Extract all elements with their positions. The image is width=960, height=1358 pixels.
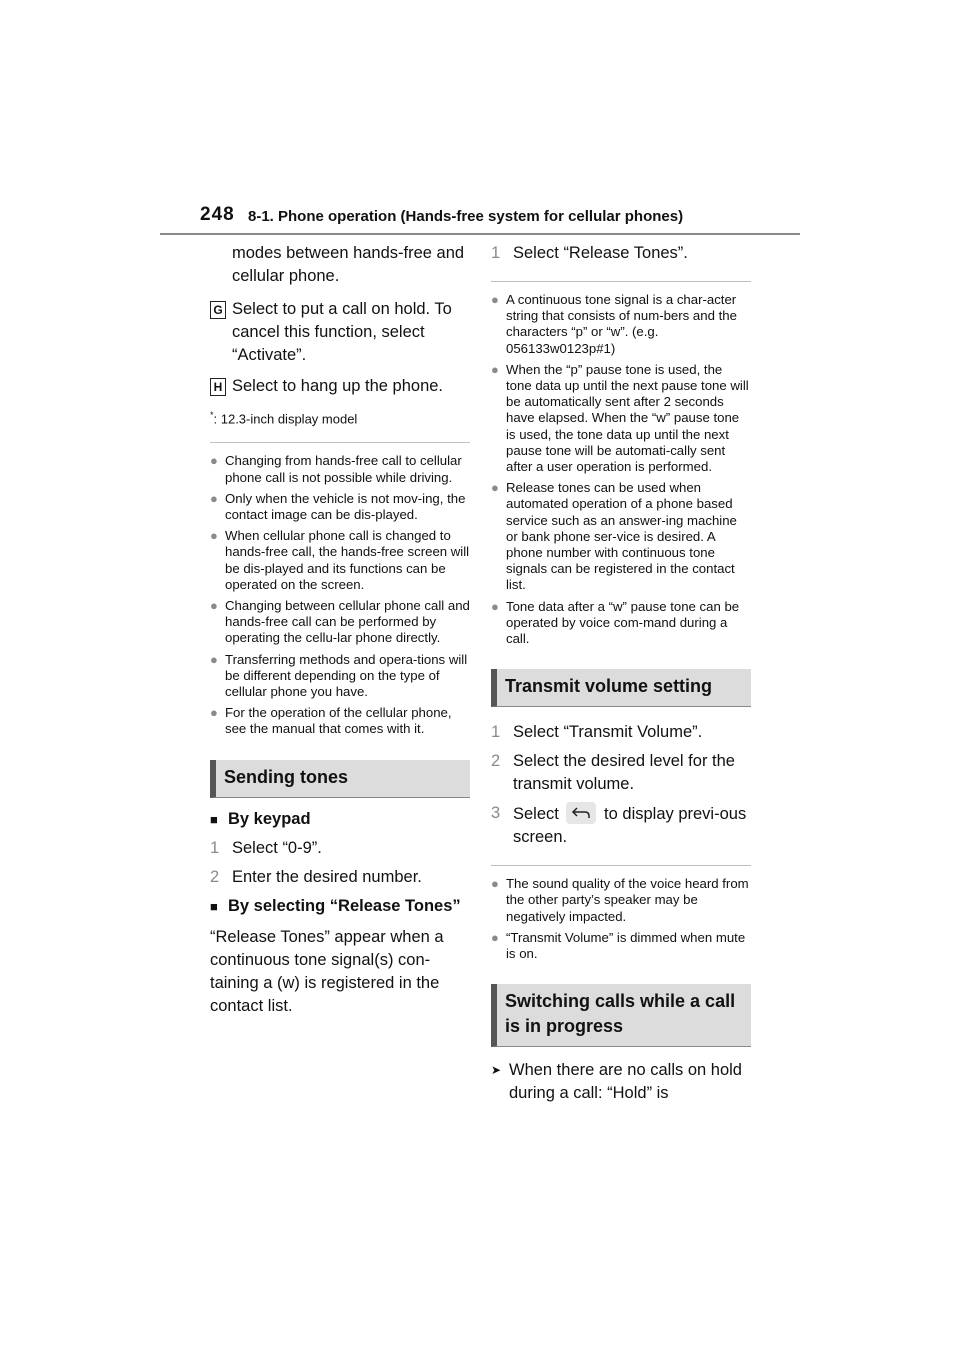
page-number: 248 bbox=[200, 204, 235, 225]
notes-list bbox=[491, 292, 751, 647]
subheading-by-keypad: ■ By keypad bbox=[210, 808, 470, 831]
note-item: ● Release tones can be used when automated operation of a phone based service such as an answer-ing machine or bank phone ser-vice is desired. A phone number with continuous tone signals can be registered in the contact list. bbox=[491, 480, 737, 593]
bullet-icon: ● bbox=[491, 929, 499, 945]
continued-text: modes between hands-free and cellular phone. bbox=[232, 244, 465, 285]
list-item bbox=[210, 375, 470, 398]
section-title: 8-1. Phone operation (Hands-free system for cellular phones) bbox=[248, 208, 684, 225]
note-item: ● When the “p” pause tone is used, the tone data up until the next pause tone will be automatically sent after 2 seconds have elapsed. When the “w” pause tone is used, the tone data up until the next pause tone will be automati-cally sent after a user operation is performed. bbox=[491, 361, 749, 475]
square-bullet-icon: ■ bbox=[210, 811, 218, 827]
section-heading-switching-calls: Switching calls while a call is in progress bbox=[491, 984, 751, 1047]
release-tones-paragraph: “Release Tones” appear when a continuous tone signal(s) con-taining a (w) is registered in the contact list. bbox=[210, 927, 444, 1015]
note-item: ● Changing between cellular phone call and hands-free call can be performed by operating the cellu-lar phone directly. bbox=[210, 597, 470, 646]
note-item: ● When cellular phone call is changed to hands-free call, the hands-free screen will be dis-played and its functions can be operated on the screen. bbox=[210, 528, 470, 592]
step-item: 2 Enter the desired number. bbox=[210, 867, 422, 886]
bullet-icon: ● bbox=[491, 598, 499, 614]
page-header bbox=[200, 204, 800, 234]
bullet-icon: ● bbox=[210, 453, 218, 469]
step-item: 3 Select to display previ-ous screen. bbox=[491, 804, 747, 847]
bullet-icon: ● bbox=[210, 597, 218, 613]
callout-key-h: H bbox=[210, 378, 226, 396]
back-arrow-icon bbox=[566, 802, 596, 824]
item-text: Select to hang up the phone. bbox=[232, 377, 444, 395]
note-item: ● The sound quality of the voice heard from the other party’s speaker may be negatively impacted. bbox=[491, 876, 749, 924]
item-text: Select to put a call on hold. To cancel this function, select “Activate”. bbox=[232, 300, 452, 364]
bullet-icon: ● bbox=[210, 528, 218, 544]
note-item: ● “Transmit Volume” is dimmed when mute is on. bbox=[491, 929, 746, 962]
note-item: ● Changing from hands-free call to cellular phone call is not possible while driving. bbox=[210, 453, 462, 485]
list-item bbox=[210, 298, 470, 367]
footnote: *: 12.3-inch display model bbox=[210, 410, 358, 427]
note-item: ● Tone data after a “w” pause tone can be operated by voice com-mand during a call. bbox=[491, 598, 740, 647]
step-item: 2 Select the desired level for the transmit volume. bbox=[491, 752, 735, 794]
bullet-icon: ● bbox=[491, 361, 499, 377]
divider bbox=[210, 442, 470, 443]
list-item: ➤ When there are no calls on hold during a call: “Hold” is bbox=[491, 1059, 751, 1105]
callout-key-g: G bbox=[210, 301, 226, 319]
bullet-icon: ● bbox=[210, 490, 218, 506]
right-column bbox=[491, 238, 751, 1105]
bullet-icon: ● bbox=[491, 876, 499, 892]
note-item: ● Only when the vehicle is not mov-ing, the contact image can be dis-played. bbox=[210, 490, 466, 522]
square-bullet-icon: ■ bbox=[210, 898, 218, 914]
notes-list bbox=[210, 453, 470, 737]
divider bbox=[491, 281, 751, 282]
header-divider bbox=[160, 233, 800, 235]
note-item: ● Transferring methods and opera-tions will be different depending on the type of cellular phone you have. bbox=[210, 651, 468, 699]
notes-list bbox=[491, 876, 751, 962]
divider bbox=[491, 865, 751, 866]
step-item: 1 Select “0-9”. bbox=[210, 838, 322, 857]
subheading-by-release-tones: ■ By selecting “Release Tones” bbox=[210, 895, 470, 918]
bullet-icon: ● bbox=[210, 705, 218, 721]
left-column bbox=[210, 238, 470, 1018]
bullet-icon: ● bbox=[491, 480, 499, 496]
section-heading-transmit-volume: Transmit volume setting bbox=[491, 669, 751, 707]
section-heading-sending-tones: Sending tones bbox=[210, 760, 470, 798]
note-item: ● A continuous tone signal is a char-acter string that consists of num-bers and the characters “p” or “w”. (e.g. 056133w0123p#1) bbox=[491, 292, 737, 356]
bullet-icon: ● bbox=[210, 651, 218, 667]
arrow-bullet-icon: ➤ bbox=[491, 1063, 502, 1078]
step-item: 1 Select “Transmit Volume”. bbox=[491, 723, 703, 742]
bullet-icon: ● bbox=[491, 292, 499, 307]
step-item: 1 Select “Release Tones”. bbox=[491, 244, 688, 262]
note-item: ● For the operation of the cellular phone, see the manual that comes with it. bbox=[210, 705, 452, 737]
